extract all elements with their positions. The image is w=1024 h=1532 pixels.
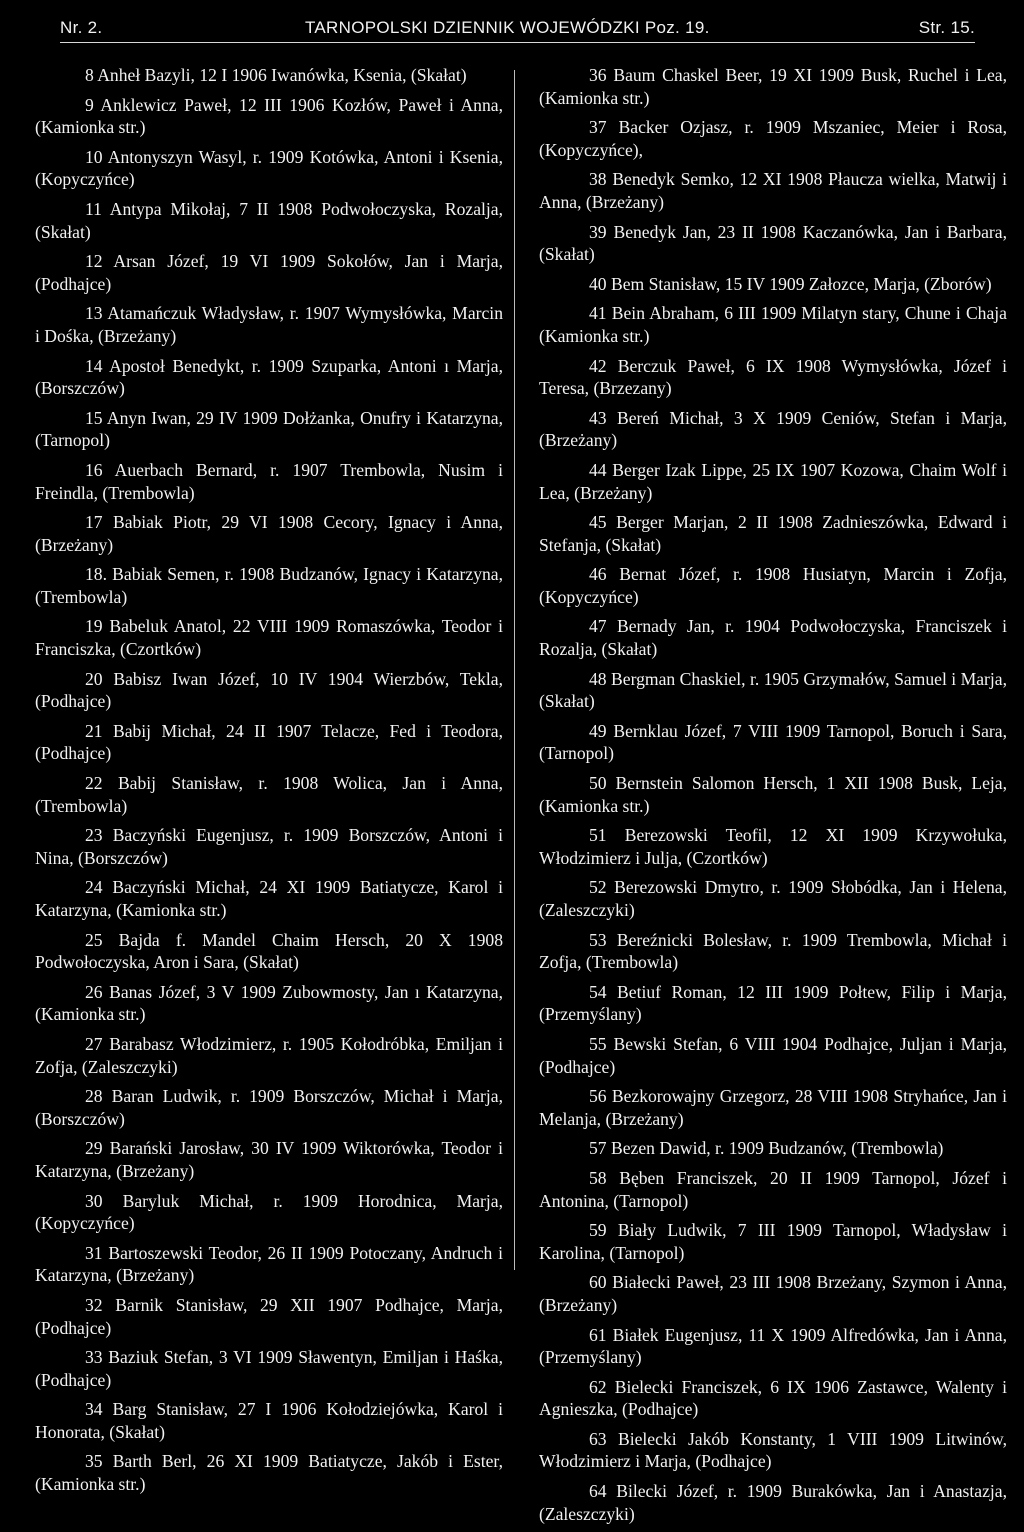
list-item: 49 Bernklau Józef, 7 VIII 1909 Tarnopol, Boruch i Sara, (Tarnopol) [539,720,1007,764]
list-item: 23 Baczyński Eugenjusz, r. 1909 Borszczów, Antoni i Nina, (Borszczów) [35,825,503,868]
list-item: 31 Bartoszewski Teodor, 26 II 1909 Potoczany, Andruch i Katarzyna, (Brzeżany) [35,1242,503,1286]
list-item: 51 Berezowski Teofil, 12 XI 1909 Krzywołuka, Włodzimierz i Julja, (Czortków) [539,825,1007,868]
list-item: 61 Białek Eugenjusz, 11 X 1909 Alfredówka, Jan i Anna, (Przemyślany) [539,1324,1007,1368]
list-item: 52 Berezowski Dmytro, r. 1909 Słobódka, Jan i Helena, (Zaleszczyki) [539,877,1007,920]
right-column [539,64,1007,1532]
page-number: Str. 15. [918,18,975,37]
list-item: 53 Bereźnicki Bolesław, r. 1909 Trembowla, Michał i Zofja, (Trembowla) [539,929,1007,973]
list-item: 47 Bernady Jan, r. 1904 Podwołoczyska, Franciszek i Rozalja, (Skałat) [539,616,1007,660]
list-item: 9 Anklewicz Paweł, 12 III 1906 Kozłów, Paweł i Anna, (Kamionka str.) [35,94,503,138]
list-item: 55 Bewski Stefan, 6 VIII 1904 Podhajce, Juljan i Marja, (Podhajce) [539,1033,1007,1077]
list-item: 46 Bernat Józef, r. 1908 Husiatyn, Marcin i Zofja, (Kopyczyńce) [539,564,1007,607]
list-item: 58 Bęben Franciszek, 20 II 1909 Tarnopol, Józef i Antonina, (Tarnopol) [539,1167,1007,1211]
list-item: 11 Antypa Mikołaj, 7 II 1908 Podwołoczyska, Rozalja, (Skałat) [35,198,503,242]
list-item: 60 Białecki Paweł, 23 III 1908 Brzeżany, Szymon i Anna, (Brzeżany) [539,1272,1007,1315]
list-item: 13 Atamańczuk Władysław, r. 1907 Wymysłówka, Marcin i Dośka, (Brzeżany) [35,303,503,346]
page-header [60,18,975,40]
left-column [35,64,503,1503]
list-item: 45 Berger Marjan, 2 II 1908 Zadnieszówka, Edward i Stefanja, (Skałat) [539,512,1007,555]
list-item: 18. Babiak Semen, r. 1908 Budzanów, Ignacy i Katarzyna, (Trembowla) [35,564,503,607]
list-item: 48 Bergman Chaskiel, r. 1905 Grzymałów, Samuel i Marja, (Skałat) [539,668,1007,712]
list-item: 59 Biały Ludwik, 7 III 1909 Tarnopol, Władysław i Karolina, (Tarnopol) [539,1220,1007,1263]
list-item: 50 Bernstein Salomon Hersch, 1 XII 1908 Busk, Leja, (Kamionka str.) [539,773,1007,816]
list-item: 15 Anyn Iwan, 29 IV 1909 Dołżanka, Onufry i Katarzyna, (Tarnopol) [35,407,503,451]
list-item: 8 Anheł Bazyli, 12 I 1906 Iwanówka, Ksenia, (Skałat) [85,65,467,85]
list-item: 62 Bielecki Franciszek, 6 IX 1906 Zastawce, Walenty i Agnieszka, (Podhajce) [539,1376,1007,1420]
list-item: 41 Bein Abraham, 6 III 1909 Milatyn stary, Chune i Chaja (Kamionka str.) [539,303,1007,346]
list-item: 64 Bilecki Józef, r. 1909 Burakówka, Jan i Anastazja, (Zaleszczyki) [539,1481,1007,1524]
list-item: 30 Baryluk Michał, r. 1909 Horodnica, Marja, (Kopyczyńce) [35,1190,503,1234]
list-item: 27 Barabasz Włodzimierz, r. 1905 Kołodróbka, Emiljan i Zofja, (Zaleszczyki) [35,1033,503,1077]
issue-number: Nr. 2. [60,18,103,37]
list-item: 22 Babij Stanisław, r. 1908 Wolica, Jan i Anna, (Trembowla) [35,773,503,816]
list-item: 14 Apostoł Benedykt, r. 1909 Szuparka, Antoni ı Marja, (Borszczów) [35,355,503,399]
list-item: 56 Bezkorowajny Grzegorz, 28 VIII 1908 Stryhańce, Jan i Melanja, (Brzeżany) [539,1086,1007,1129]
list-item: 37 Backer Ozjasz, r. 1909 Mszaniec, Meier i Rosa, (Kopyczyńce), [539,117,1007,160]
header-rule [60,42,975,43]
list-item: 16 Auerbach Bernard, r. 1907 Trembowla, Nusim i Freindla, (Trembowla) [35,459,503,503]
list-item: 43 Bereń Michał, 3 X 1909 Ceniów, Stefan i Marja, (Brzeżany) [539,407,1007,451]
list-item: 24 Baczyński Michał, 24 XI 1909 Batiatycze, Karol i Katarzyna, (Kamionka str.) [35,877,503,920]
list-item: 28 Baran Ludwik, r. 1909 Borszczów, Michał i Marja, (Borszczów) [35,1086,503,1129]
list-item: 34 Barg Stanisław, 27 I 1906 Kołodziejówka, Karol i Honorata, (Skałat) [35,1399,503,1442]
list-item: 42 Berczuk Paweł, 6 IX 1908 Wymysłówka, Józef i Teresa, (Brzezany) [539,355,1007,399]
list-item: 38 Benedyk Semko, 12 XI 1908 Płaucza wielka, Matwij i Anna, (Brzeżany) [539,169,1007,212]
list-item: 36 Baum Chaskel Beer, 19 XI 1909 Busk, Ruchel i Lea, (Kamionka str.) [539,65,1007,108]
list-item: 19 Babeluk Anatol, 22 VIII 1909 Romaszówka, Teodor i Franciszka, (Czortków) [35,616,503,660]
list-item: 26 Banas Józef, 3 V 1909 Zubowmosty, Jan ı Katarzyna, (Kamionka str.) [35,981,503,1025]
list-item: 29 Barański Jarosław, 30 IV 1909 Wiktorówka, Teodor i Katarzyna, (Brzeżany) [35,1138,503,1181]
list-item: 40 Bem Stanisław, 15 IV 1909 Załozce, Marja, (Zborów) [589,273,992,294]
list-item: 54 Betiuf Roman, 12 III 1909 Połtew, Filip i Marja, (Przemyślany) [539,981,1007,1025]
list-item: 17 Babiak Piotr, 29 VI 1908 Cecory, Ignacy i Anna, (Brzeżany) [35,512,503,555]
list-item: 21 Babij Michał, 24 II 1907 Telacze, Fed i Teodora, (Podhajce) [35,720,503,764]
list-item: 44 Berger Izak Lippe, 25 IX 1907 Kozowa, Chaim Wolf i Lea, (Brzeżany) [539,459,1007,503]
list-item: 39 Benedyk Jan, 23 II 1908 Kaczanówka, Jan i Barbara, (Skałat) [539,221,1007,265]
list-item: 57 Bezen Dawid, r. 1909 Budzanów, (Trembowla) [589,1138,944,1159]
list-item: 35 Barth Berl, 26 XI 1909 Batiatycze, Jakób i Ester, (Kamionka str.) [35,1451,503,1495]
list-item: 25 Bajda f. Mandel Chaim Hersch, 20 X 1908 Podwołoczyska, Aron i Sara, (Skałat) [35,929,503,973]
journal-title: TARNOPOLSKI DZIENNIK WOJEWÓDZKI Poz. 19. [305,18,710,37]
list-item: 32 Barnik Stanisław, 29 XII 1907 Podhajce, Marja, (Podhajce) [35,1294,503,1338]
list-item: 63 Bielecki Jakób Konstanty, 1 VIII 1909 Litwinów, Włodzimierz i Marja, (Podhajce) [539,1428,1007,1472]
list-item: 20 Babisz Iwan Józef, 10 IV 1904 Wierzbów, Tekla, (Podhajce) [35,668,503,712]
list-item: 10 Antonyszyn Wasyl, r. 1909 Kotówka, Antoni i Ksenia, (Kopyczyńce) [35,146,503,190]
list-item: 33 Baziuk Stefan, 3 VI 1909 Sławentyn, Emiljan i Haśka, (Podhajce) [35,1347,503,1390]
column-divider [514,70,515,1270]
list-item: 12 Arsan Józef, 19 VI 1909 Sokołów, Jan i Marja, (Podhajce) [35,251,503,294]
